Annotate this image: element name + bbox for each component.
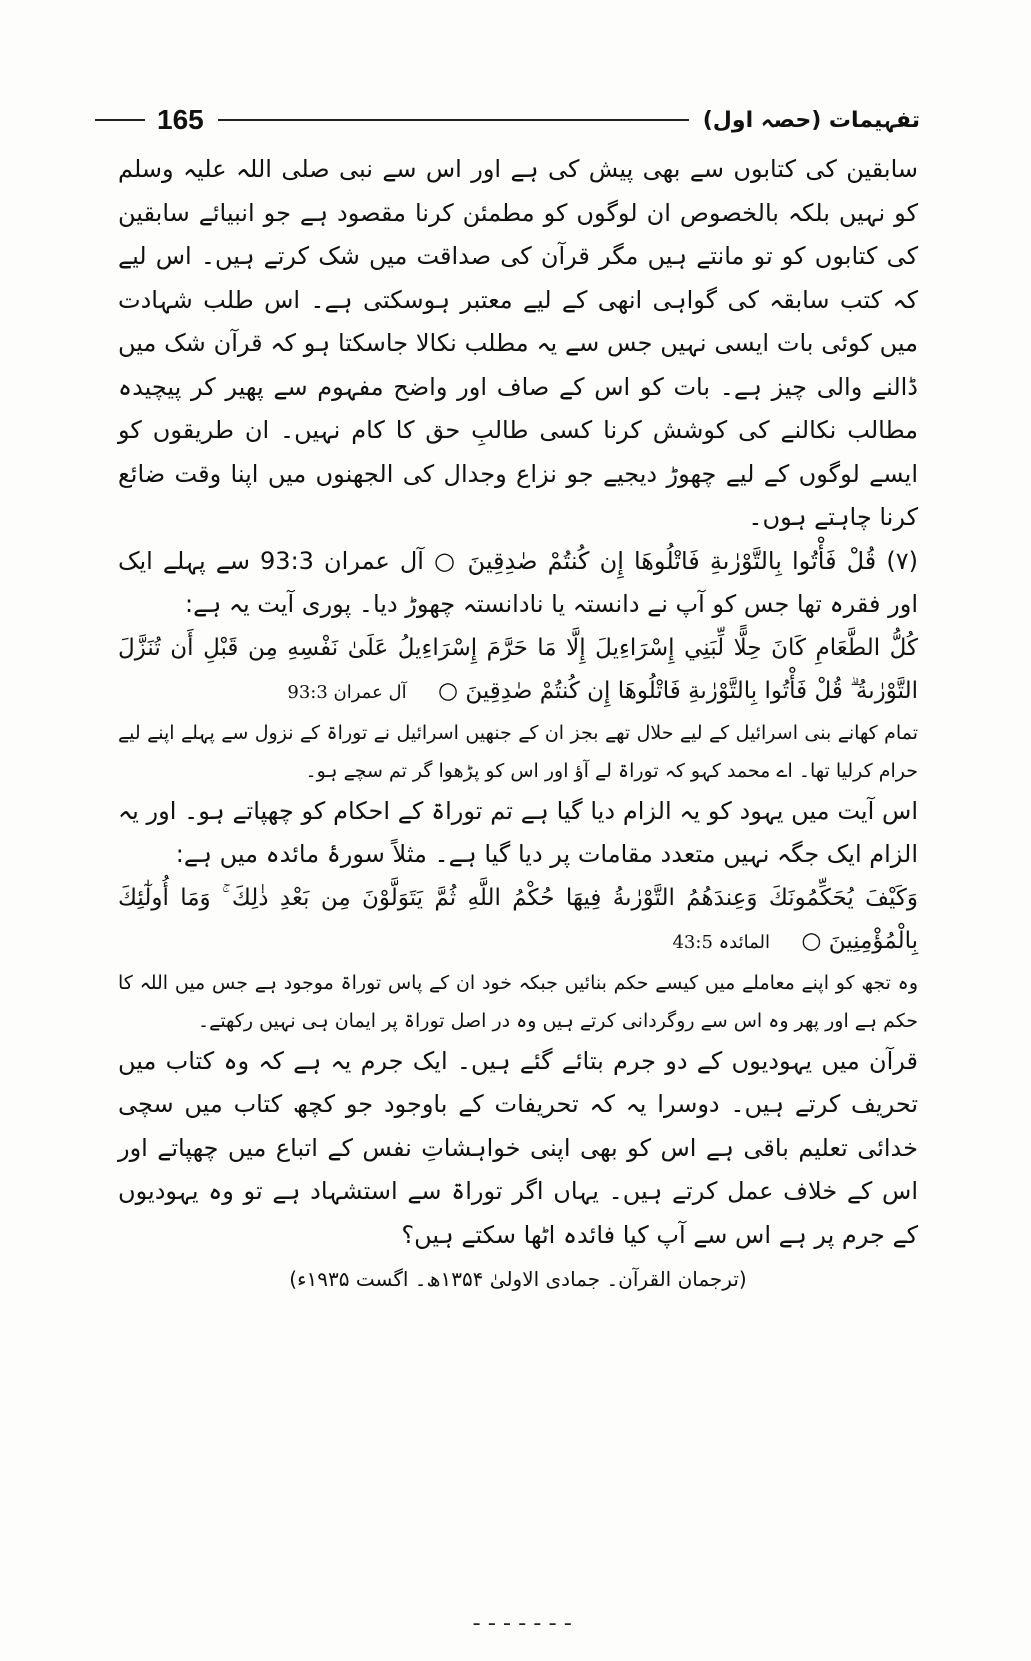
verse-reference: المائدہ 43:5 xyxy=(672,931,770,953)
header-rule xyxy=(218,119,689,121)
verse-arabic-al-imran xyxy=(118,627,918,714)
verse-arabic-text: وَكَيْفَ يُحَكِّمُونَكَ وَعِندَهُمُ التَّوْرٰىةُ فِيهَا حُكْمُ اللَّهِ ثُمَّ يَتَوَلَّوْنَ مِن بَعْدِ ذٰلِكَ ۚ وَمَا أُولٰٓئِكَ بِالْمُؤْمِنِينَ ○ xyxy=(118,884,918,954)
book-title: تفہیمات (حصہ اول) xyxy=(702,107,920,133)
paragraph-2: (۷) قُلْ فَأْتُوا بِالتَّوْرٰىةِ فَاتْلُوهَا إِن كُنتُمْ صٰدِقِينَ ○ آل عمران 93:3 سے پہلے ایک اور فقرہ تھا جس کو آپ نے دانستہ یا نادانستہ چھوڑ دیا۔ پوری آیت یہ ہے: xyxy=(118,546,918,618)
source-citation: (ترجمان القرآن۔ جمادی الاولیٰ ۱۳۵۴ھ۔ اگست ۱۹۳۵ء) xyxy=(289,1267,747,1291)
verse-arabic-text: كُلُّ الطَّعَامِ كَانَ حِلًّا لِّبَنِي إِسْرَاءِيلَ إِلَّا مَا حَرَّمَ إِسْرَاءِيلُ عَلَىٰ نَفْسِهِ مِن قَبْلِ أَن تُنَزَّلَ التَّوْرٰىةُ ۗ قُلْ فَأْتُوا بِالتَّوْرٰىةِ فَاتْلُوهَا إِن كُنتُمْ صٰدِقِينَ ○ xyxy=(118,634,918,704)
verse-translation-al-maidah: وہ تجھ کو اپنے معاملے میں کیسے حکم بنائیں جبکہ خود ان کے پاس توراۃ موجود ہے جس میں اللہ کا حکم ہے اور پھر وہ اس سے روگردانی کرتے ہیں وہ در اصل توراۃ پر ایمان ہی نہیں رکھتے۔ xyxy=(118,971,918,1032)
verse-arabic-al-maidah xyxy=(118,877,918,964)
paragraph-4: قرآن میں یہودیوں کے دو جرم بتائے گئے ہیں۔ ایک جرم یہ ہے کہ وہ کتاب میں تحریف کرتے ہیں۔ دوسرا یہ کہ تحریفات کے باوجود جو کچھ کتاب میں سچی خدائی تعلیم باقی ہے اس کو بھی اپنی خواہشاتِ نفس کے اتباع میں چھپاتے اور اس کے خلاف عمل کرتے ہیں۔ یہاں اگر توراۃ سے استشہاد ہے تو وہ یہودیوں کے جرم پر ہے اس سے آپ کیا فائدہ اٹھا سکتے ہیں؟ xyxy=(118,1046,918,1249)
ending-separator: ------- xyxy=(470,1612,577,1637)
page-body xyxy=(118,148,918,1319)
verse-translation-al-imran: تمام کھانے بنی اسرائیل کے لیے حلال تھے بجز ان کے جنھیں اسرائیل نے توراۃ کے نزول سے پہلے اپنے لیے حرام کرلیا تھا۔ اے محمد کہو کہ توراۃ لے آؤ اور اس کو پڑھوا گر تم سچے ہو۔ xyxy=(118,721,918,782)
header-dash xyxy=(95,119,145,121)
paragraph-3: اس آیت میں یہود کو یہ الزام دیا گیا ہے تم توراۃ کے احکام کو چھپاتے ہو۔ اور یہ الزام ایک جگہ نہیں متعدد مقامات پر دیا گیا ہے۔ مثلاً سورۂ مائدہ میں ہے: xyxy=(118,796,918,868)
paragraph-1: سابقین کی کتابوں سے بھی پیش کی ہے اور اس سے نبی صلی اللہ علیہ وسلم کو نہیں بلکہ بالخصوص ان لوگوں کو مطمئن کرنا مقصود ہے جو انبیائے سابقین کی کتابوں کو تو مانتے ہیں مگر قرآن کی صداقت میں شک کرتے ہیں۔ اس لیے کہ کتب سابقہ کی گواہی انھی کے لیے معتبر ہوسکتی ہے۔ اس طلب شہادت میں کوئی بات ایسی نہیں جس سے یہ مطلب نکالا جاسکتا ہو کہ قرآن شک میں ڈالنے والی چیز ہے۔ بات کو اس کے صاف اور واضح مفہوم سے پھیر کر پیچیدہ مطالب نکالنے کی کوشش کرنا کسی طالبِ حق کا کام نہیں۔ ان طریقوں کو ایسے لوگوں کے لیے چھوڑ دیجیے جو نزاع وجدال کی الجھنوں میں اپنا وقت ضائع کرنا چاہتے ہوں۔ xyxy=(118,155,918,531)
page-header xyxy=(95,100,920,140)
page-number: 165 xyxy=(157,104,204,135)
verse-reference: آل عمران 93:3 xyxy=(287,681,407,703)
